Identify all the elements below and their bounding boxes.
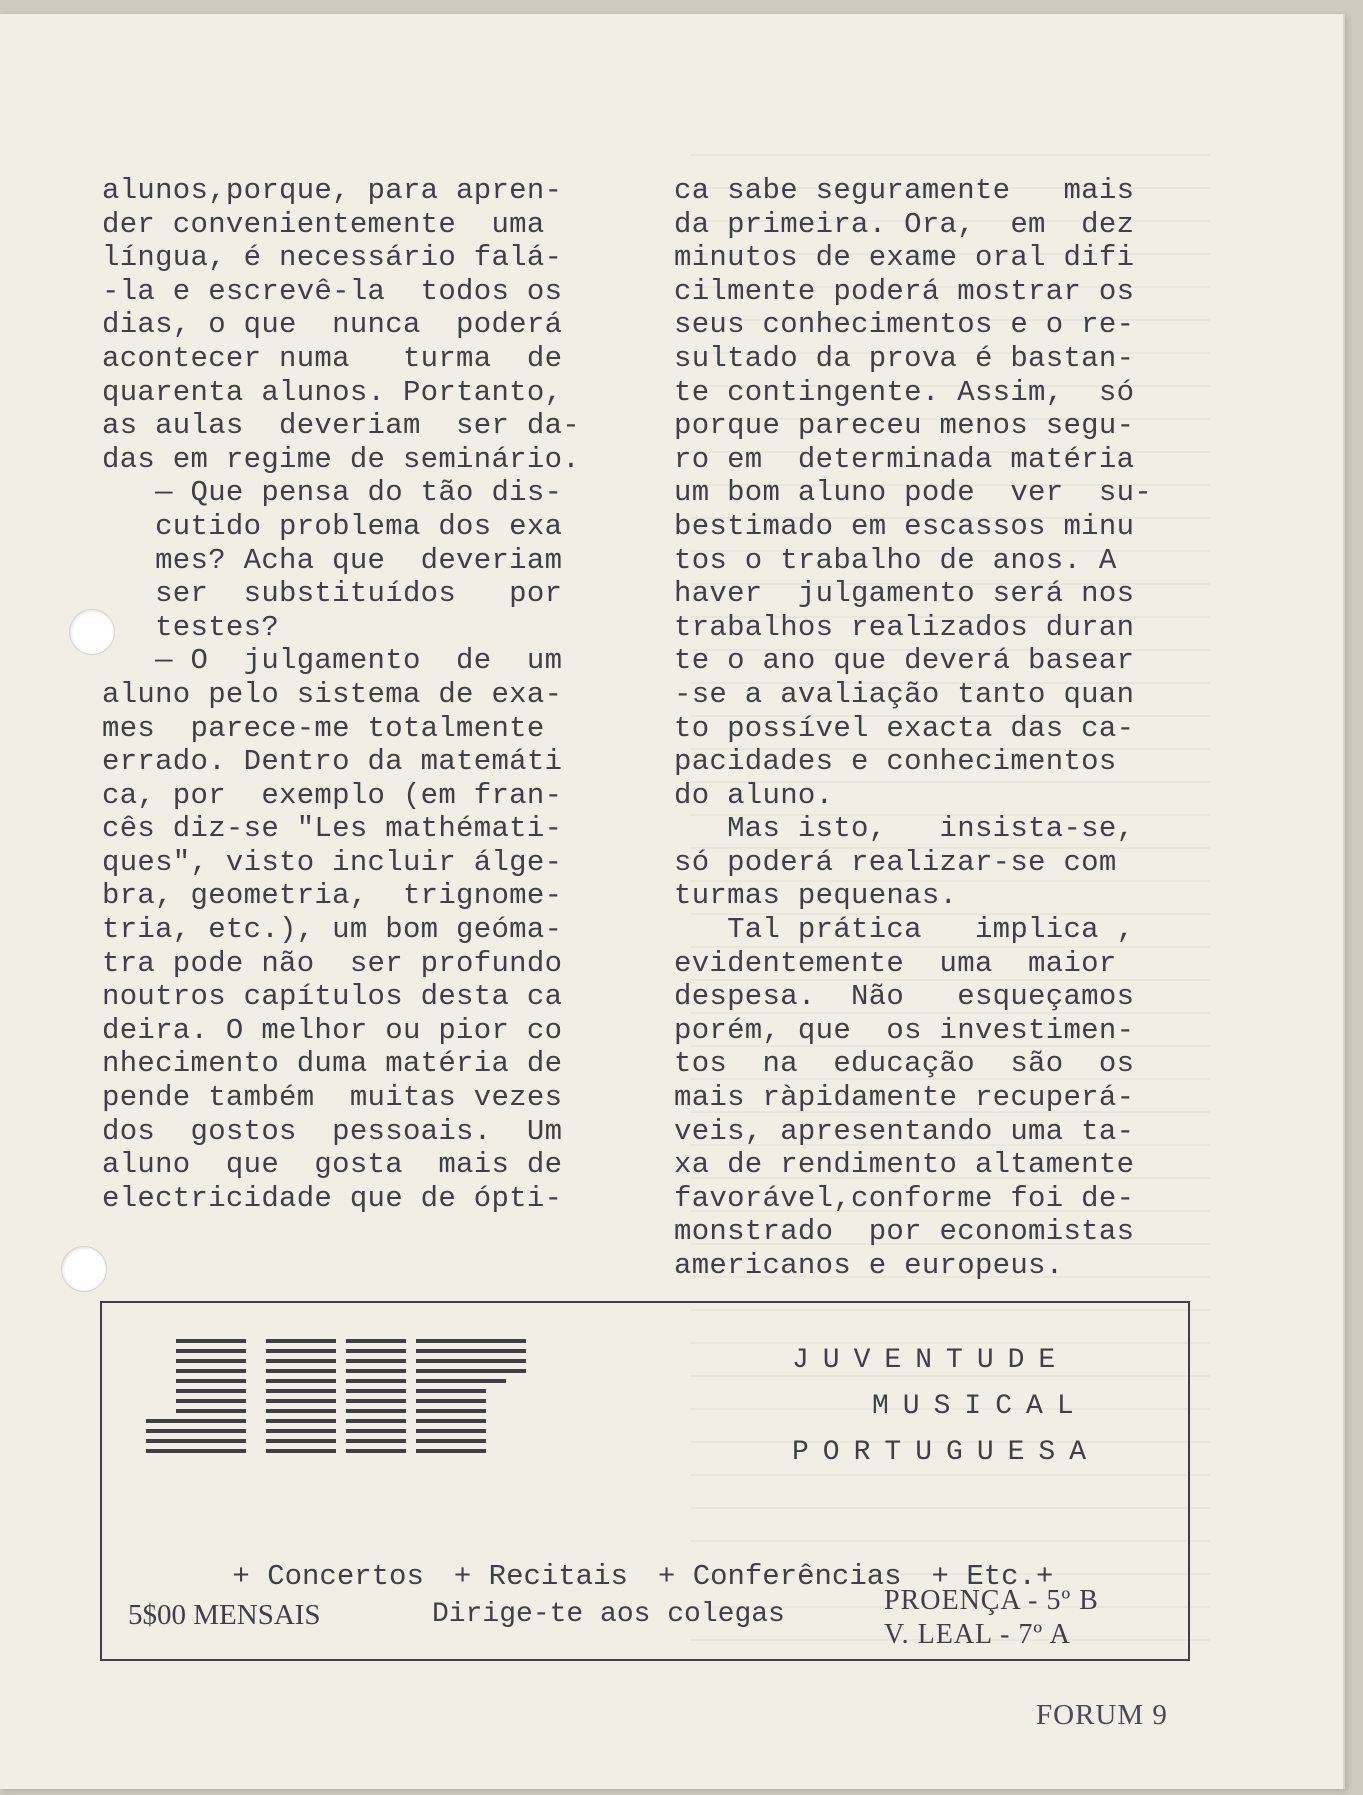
right-column-line: porque pareceu menos segu- [674,409,1135,443]
left-column-line: noutros capítulos desta ca [102,980,563,1014]
right-column-line: só poderá realizar-se com [674,845,1117,879]
right-column-line: cilmente poderá mostrar os [674,274,1135,308]
right-text-column [674,174,1152,1283]
right-column-line: pacidades e conhecimentos [674,745,1117,779]
left-column-line: dias, o que nunca poderá [102,308,563,342]
right-column-line: ca sabe seguramente mais [674,174,1135,207]
right-column-line: -se a avaliação tanto quan [674,677,1135,711]
left-column-line: cês diz-se "Les mathémati- [102,812,563,846]
right-column-line: xa de rendimento altamente [674,1148,1135,1182]
left-column-line: alunos,porque, para apren- [102,174,563,207]
right-column-line: tos na educação são os [674,1047,1135,1081]
left-column-line: tra pode não ser profundo [102,946,563,980]
right-column-line: da primeira. Ora, em dez [674,207,1135,241]
right-column-line: trabalhos realizados duran [674,610,1135,644]
left-column-line: — O julgamento de um [102,644,563,678]
left-column-line: as aulas deveriam ser da- [102,409,580,443]
event-etc: + Etc.+ [931,1560,1054,1593]
contact-2: V. LEAL - 7º A [884,1619,1071,1650]
left-column-line: das em regime de seminário. [102,442,580,476]
left-column-line: língua, é necessário falá- [102,241,563,275]
left-column-line: aluno pelo sistema de exa- [102,677,563,711]
left-column-line: aluno que gosta mais de [102,1148,563,1182]
right-column-line: bestimado em escassos minu [674,509,1135,543]
left-column-line: cutido problema dos exa [102,509,563,543]
left-column-line: acontecer numa turma de [102,341,563,375]
direction-text: Dirige-te aos colegas [432,1599,785,1630]
event-conferences: + Conferências [657,1560,902,1593]
left-column-line: nhecimento duma matéria de [102,1047,563,1081]
left-column-line: mes? Acha que deveriam [102,543,563,577]
right-column-line: haver julgamento será nos [674,577,1135,611]
right-column-line: mais ràpidamente recuperá- [674,1081,1135,1115]
right-column-line: seus conhecimentos e o re- [674,308,1135,342]
event-concerts: + Concertos [232,1560,424,1593]
page-footer: FORUM 9 [1036,1699,1168,1731]
org-name-line-3: PORTUGUESA [792,1437,1101,1468]
left-column-line: pende também muitas vezes [102,1081,563,1115]
right-column-line: te contingente. Assim, só [674,375,1135,409]
left-column-line: quarenta alunos. Portanto, [102,375,563,409]
right-column-line: te o ano que deverá basear [674,644,1135,678]
left-column-line: ser substituídos por [102,577,563,611]
left-column-line: bra, geometria, trignome- [102,879,563,913]
right-column-line: Tal prática implica , [674,913,1135,947]
magazine-page [0,14,1345,1789]
org-name-line-2: MUSICAL [872,1391,1088,1422]
event-recitals: + Recitais [453,1560,628,1593]
right-column-line: veis, apresentando uma ta- [674,1114,1135,1148]
right-column-line: americanos e europeus. [674,1249,1064,1282]
left-column-line: errado. Dentro da matemáti [102,745,563,779]
jmp-advertisement [100,1301,1190,1661]
right-column-line: minutos de exame oral difi [674,241,1135,275]
right-column-line: porém, que os investimen- [674,1013,1135,1047]
left-column-line: mes parece-me totalmente [102,711,545,745]
right-column-line: to possível exacta das ca- [674,711,1135,745]
right-column-line: Mas isto, insista-se, [674,812,1135,846]
right-column-line: do aluno. [674,778,834,812]
right-column-line: favorável,conforme foi de- [674,1181,1135,1215]
JM-logo [136,1325,556,1475]
left-column-line: der convenientemente uma [102,207,545,241]
left-column-line: electricidade que de ópti- [102,1181,563,1215]
right-column-line: turmas pequenas. [674,879,958,913]
left-column-line: -la e escrevê-la todos os [102,274,563,308]
right-column-line: despesa. Não esqueçamos [674,980,1135,1014]
right-column-line: um bom aluno pode ver su- [674,476,1152,510]
right-column-line: tos o trabalho de anos. A [674,543,1117,577]
org-name-line-1: JUVENTUDE [792,1345,1070,1376]
left-column-line: dos gostos pessoais. Um [102,1114,563,1148]
left-column-line: — Que pensa do tão dis- [102,476,563,510]
left-column-line: testes? [102,610,280,644]
left-column-line: ques", visto incluir álge- [102,845,563,879]
punch-hole-bottom [61,1246,107,1292]
right-column-line: sultado da prova é bastan- [674,341,1135,375]
monthly-price: 5$00 MENSAIS [128,1599,321,1631]
contact-1: PROENÇA - 5º B [884,1585,1099,1616]
right-column-line: monstrado por economistas [674,1215,1135,1249]
right-column-line: evidentemente uma maior [674,946,1117,980]
left-column-line: tria, etc.), um bom geóma- [102,913,563,947]
left-column-line: deira. O melhor ou pior co [102,1013,563,1047]
right-column-line: ro em determinada matéria [674,442,1135,476]
left-column-line: ca, por exemplo (em fran- [102,778,563,812]
left-text-column [102,174,580,1215]
